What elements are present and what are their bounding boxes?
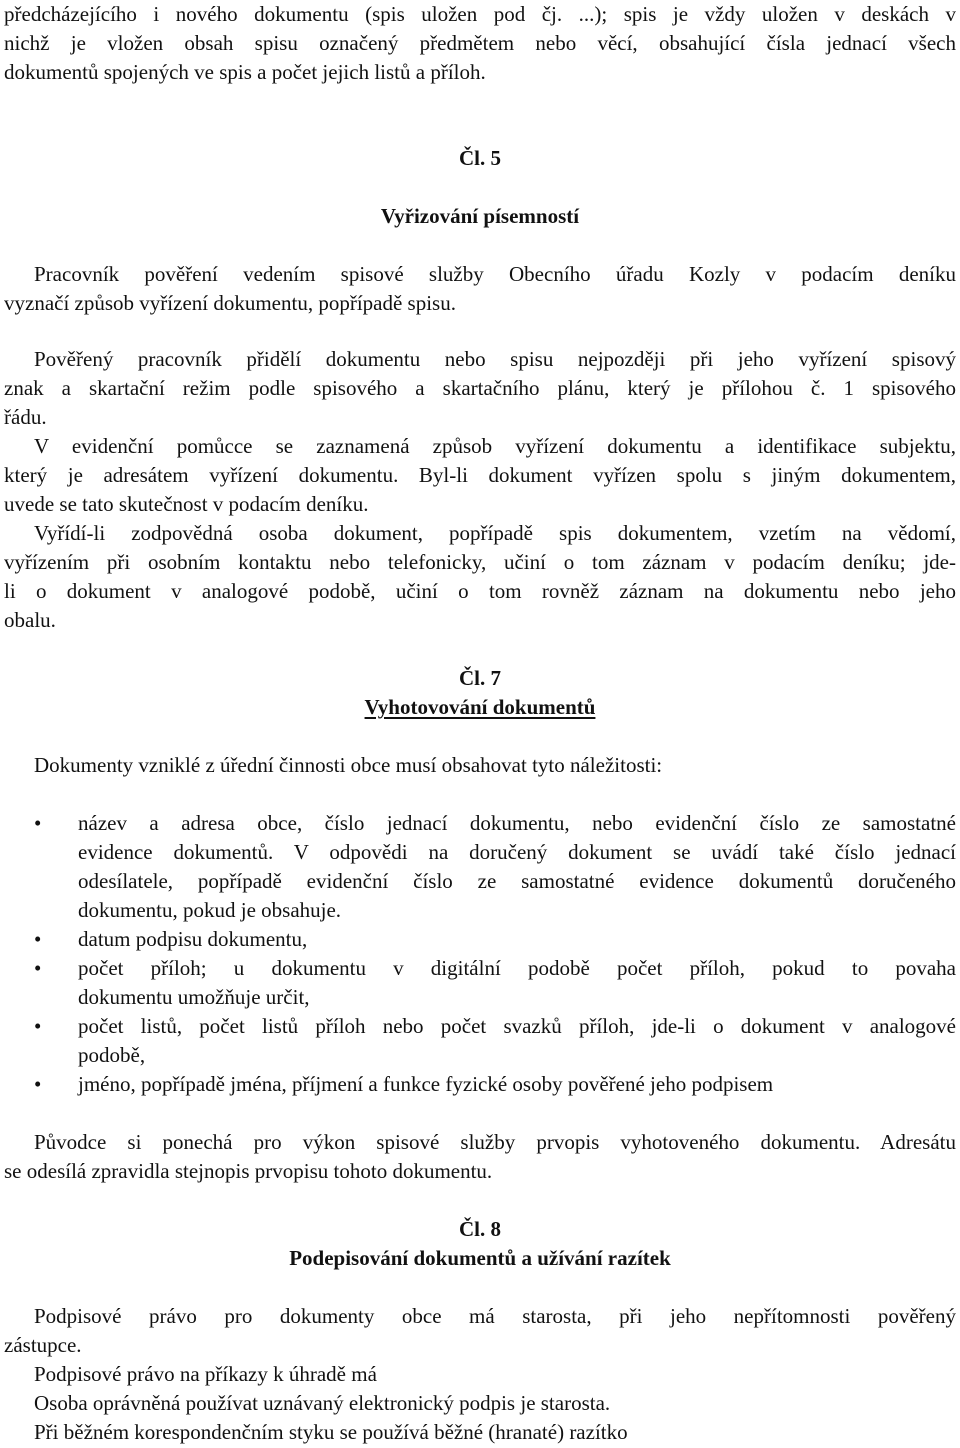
text-line: dokumentu, pokud je obsahuje. xyxy=(78,898,342,922)
article-7-number: Čl. 7 xyxy=(459,666,501,690)
text-line: Pověřený pracovník přidělí dokumentu nebo spisu nejpozději při jeho vyřízení spisový xyxy=(34,347,956,371)
text-line: datum podpisu dokumentu, xyxy=(78,927,308,951)
text-line: název a adresa obce, číslo jednací dokumentu, nebo evidenční číslo ze samostatné xyxy=(78,811,956,835)
article-8-number: Čl. 8 xyxy=(459,1217,501,1241)
text-line: dokumentu umožňuje určit, xyxy=(78,985,310,1009)
article-7-lead: Dokumenty vzniklé z úřední činnosti obce musí obsahovat tyto náležitosti: xyxy=(34,753,663,777)
text-line: zástupce. xyxy=(4,1333,82,1357)
bullet-icon: • xyxy=(34,1014,42,1038)
bullet-icon: • xyxy=(34,927,42,951)
text-line: li o dokument v analogové podobě, učiní o tom rovněž záznam na dokumentu nebo jeho xyxy=(4,579,956,603)
text-line: obalu. xyxy=(4,608,56,632)
text-line: jméno, popřípadě jména, příjmení a funkce fyzické osoby pověřené jeho podpisem xyxy=(78,1072,774,1096)
text-line: Původce si ponechá pro výkon spisové služby prvopis vyhotoveného dokumentu. Adresátu xyxy=(34,1130,956,1154)
text-line: vyřízením při osobním kontaktu nebo telefonicky, učiní o tom záznam v podacím deníku; jde- xyxy=(4,550,956,574)
text-line: řádu. xyxy=(4,405,47,429)
article-8-paragraph-2: Podpisové právo na příkazy k úhradě má xyxy=(34,1362,377,1386)
text-line: který je adresátem vyřízení dokumentu. Byl-li dokument vyřízen spolu s jiným dokumentem, xyxy=(4,463,956,487)
text-line: počet listů, počet listů příloh nebo počet svazků příloh, jde-li o dokument v analogové xyxy=(78,1014,956,1038)
text-line: Podpisové právo pro dokumenty obce má starosta, při jeho nepřítomnosti pověřený xyxy=(34,1304,956,1328)
text-line: vyznačí způsob vyřízení dokumentu, popřípadě spisu. xyxy=(4,291,456,315)
text-line: podobě, xyxy=(78,1043,146,1067)
article-8-paragraph-4: Při běžném korespondenčním styku se používá běžné (hranaté) razítko xyxy=(34,1420,628,1444)
text-line: nichž je vložen obsah spisu označený předmětem nebo věcí, obsahující čísla jednací všech xyxy=(4,31,956,55)
article-5-title: Vyřizování písemností xyxy=(380,204,580,228)
text-line: znak a skartační režim podle spisového a skartačního plánu, který je přílohou č. 1 spisového xyxy=(4,376,956,400)
article-7-title: Vyhotovování dokumentů xyxy=(364,695,596,719)
text-line: počet příloh; u dokumentu v digitální podobě počet příloh, pokud to povaha xyxy=(78,956,956,980)
text-line: Vyřídí-li zodpovědná osoba dokument, popřípadě spis dokumentem, vzetím na vědomí, xyxy=(34,521,956,545)
text-line: Pracovník pověření vedením spisové služby Obecního úřadu Kozly v podacím deníku xyxy=(34,262,956,286)
bullet-icon: • xyxy=(34,956,42,980)
text-line: odesílatele, popřípadě evidenční číslo ze samostatné evidence dokumentů doručeného xyxy=(78,869,956,893)
article-5-number: Čl. 5 xyxy=(459,146,501,170)
text-line: evidence dokumentů. V odpovědi na doručený dokument se uvádí také číslo jednací xyxy=(78,840,956,864)
article-8-paragraph-3: Osoba oprávněná používat uznávaný elektronický podpis je starosta. xyxy=(34,1391,611,1415)
text-line: předcházejícího i nového dokumentu (spis uložen pod čj. ...); spis je vždy uložen v deskách v xyxy=(4,2,956,26)
text-line: dokumentů spojených ve spis a počet jejich listů a příloh. xyxy=(4,60,486,84)
text-line: uvede se tato skutečnost v podacím deníku. xyxy=(4,492,369,516)
bullet-icon: • xyxy=(34,1072,42,1096)
text-line: se odesílá zpravidla stejnopis prvopisu tohoto dokumentu. xyxy=(4,1159,493,1183)
text-line: V evidenční pomůcce se zaznamená způsob vyřízení dokumentu a identifikace subjektu, xyxy=(34,434,956,458)
article-8-title: Podepisování dokumentů a užívání razítek xyxy=(289,1246,671,1270)
bullet-icon: • xyxy=(34,811,42,835)
